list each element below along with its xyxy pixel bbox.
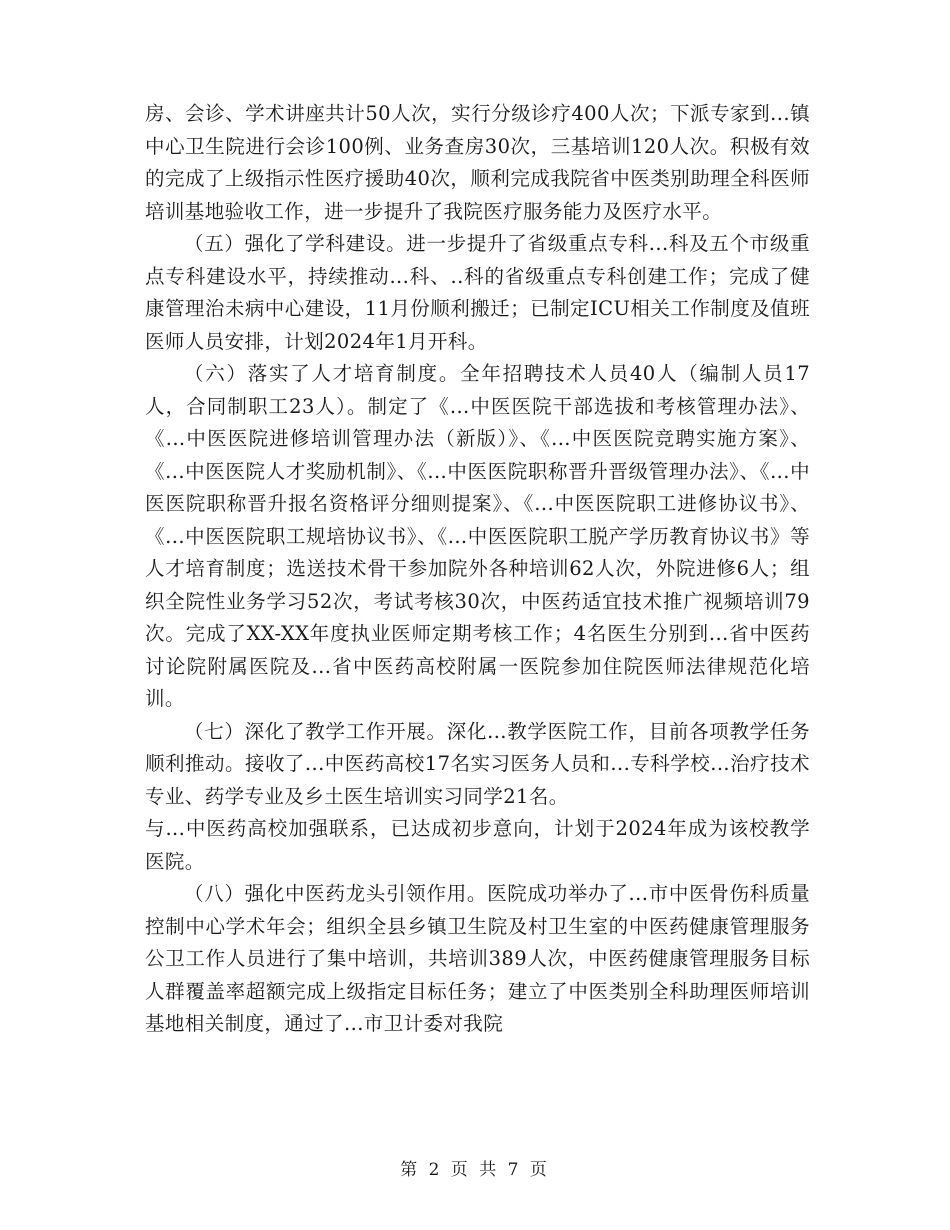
paragraph-tcm-leadership: （八）强化中医药龙头引领作用。医院成功举办了...市中医骨伤科质量控制中心学术年会；组织全县乡镇卫生院及村卫生室的中医药健康管理服务公卫工作人员进行了集中培训，共培训389人次，中医药健康管理服务目标人群覆盖率超额完成上级指定目标任务；建立了中医类别全科助理医师培训基地相关制度，通过了...市卫计委对我院 xyxy=(145,882,810,1035)
paragraph-teaching-work: （七）深化了教学工作开展。深化...教学医院工作，目前各项教学任务顺利推动。接收了...中医药高校17名实习医务人员和...专科学校...治疗技术专业、药学专业及乡土医生培训实习同学21名。 xyxy=(145,719,810,808)
body-text xyxy=(145,98,810,1041)
page-number-footer: 第 2 页 共 7 页 xyxy=(400,1160,550,1180)
paragraph-talent-cultivation: （六）落实了人才培育制度。全年招聘技术人员40人（编制人员17人，合同制职工23人）。制定了《...中医医院干部选拔和考核管理办法》、《...中医医院进修培训管理办法（新版）》、《...中医医院竞聘实施方案》、《...中医医院人才奖励机制》、《...中医医院职称晋升晋级管理办法》、《...中医医院职称晋升报名资格评分细则提案》、《...中医医院职工进修协议书》、《...中医医院职工规培协议书》、《...中医医院职工脱产学历教育协议书》等人才培育制度；选送技术骨干参加院外各种培训62人次，外院进修6人；组织全院性业务学习52次，考试考核30次，中医药适宜技术推广视频培训79次。完成了XX-XX年度执业医师定期考核工作；4名医生分别到...省中医药讨论院附属医院及...省中医药高校附属一医院参加住院医师法律规范化培训。 xyxy=(145,362,810,710)
paragraph-teaching-hospital-plan: 与...中医药高校加强联系，已达成初步意向，计划于2024年成为该校教学医院。 xyxy=(145,817,810,873)
paragraph-continuation: 房、会诊、学术讲座共计50人次，实行分级诊疗400人次；下派专家到...镇中心卫生院进行会诊100例、业务查房30次，三基培训120人次。积极有效的完成了上级指示性医疗援助40次，顺利完成我院省中医类别助理全科医师培训基地验收工作，进一步提升了我院医疗服务能力及医疗水平。 xyxy=(145,102,810,223)
paragraph-discipline-construction: （五）强化了学科建设。进一步提升了省级重点专科...科及五个市级重点专科建设水平，持续推动...科、..科的省级重点专科创建工作；完成了健康管理治未病中心建设，11月份顺利搬迁；已制定ICU相关工作制度及值班医师人员安排，计划2024年1月开科。 xyxy=(145,232,810,353)
